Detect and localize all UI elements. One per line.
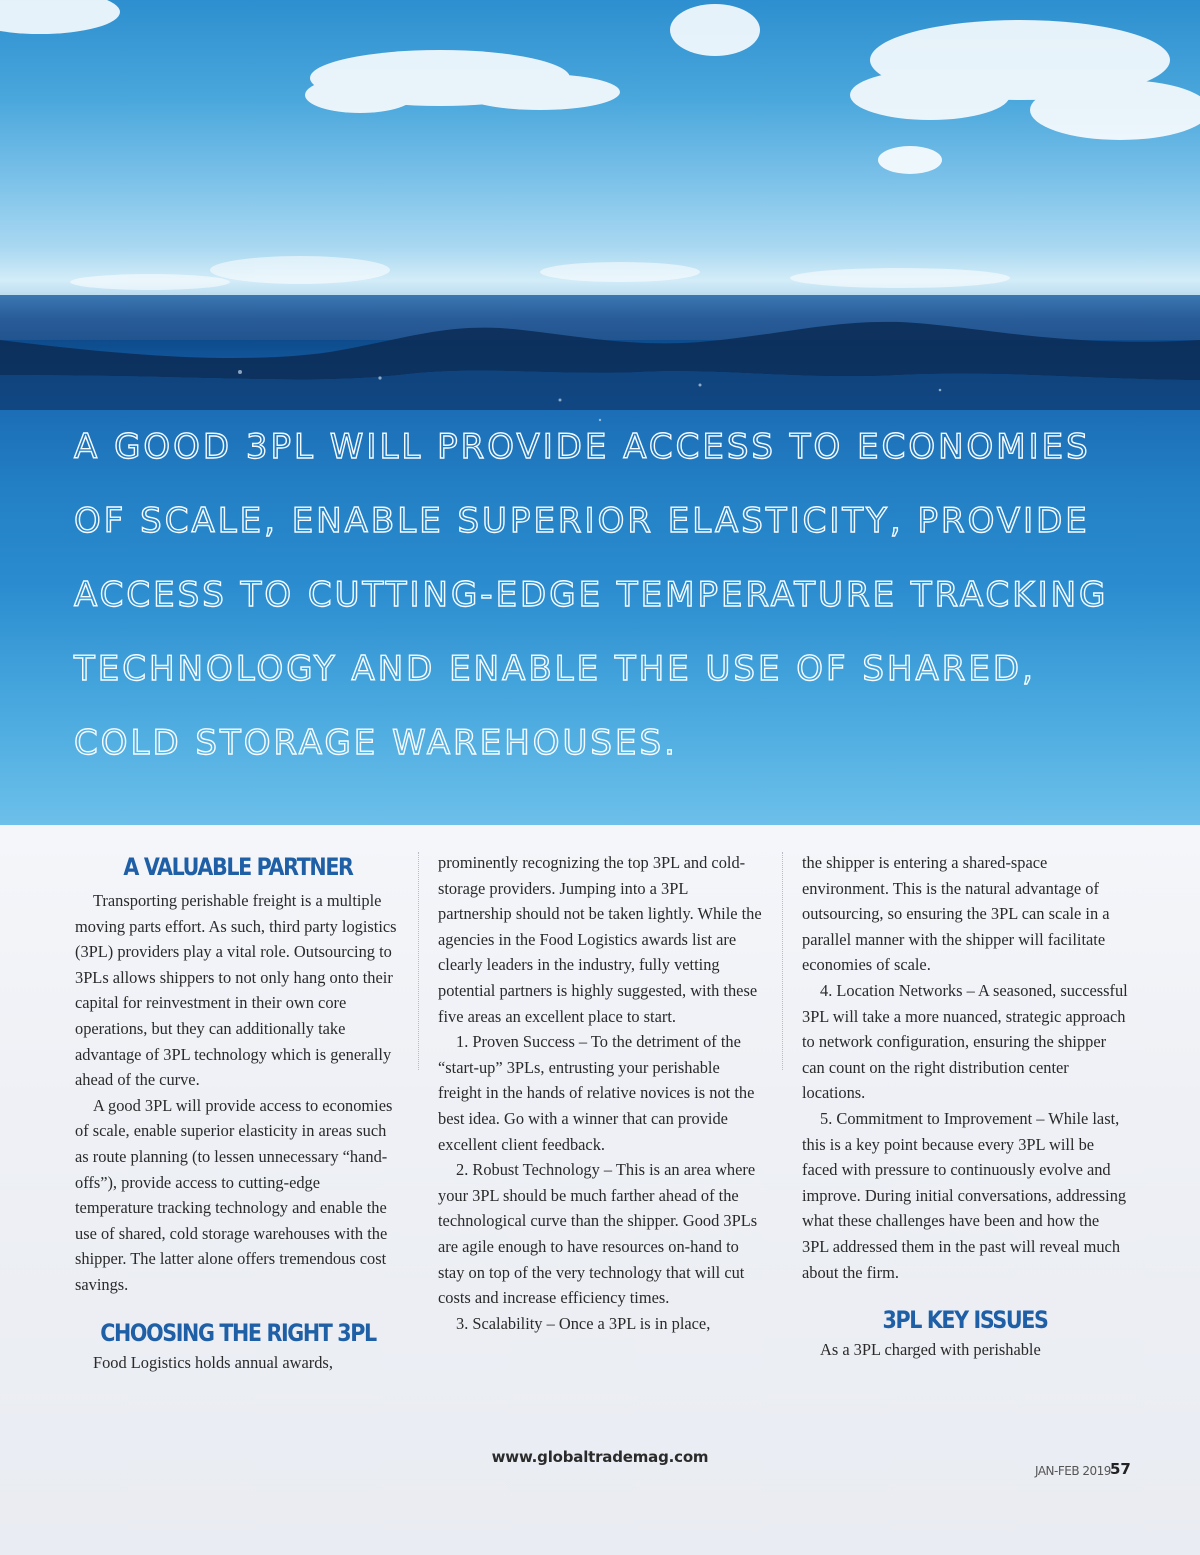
column-divider: [782, 852, 783, 1070]
list-item: 3. Scalability – Once a 3PL is in place,: [456, 1313, 711, 1333]
list-item: 5. Commitment to Improvement – While last, this is a key point because every 3PL will be faced with pressure to continuously evolve and improve. During initial conversations, addressing what these challenges have been and how the 3PL addressed them in the past will reveal much about the firm.: [802, 1108, 1127, 1282]
footer-page-number: 57: [1110, 1460, 1131, 1478]
list-item: 2. Robust Technology – This is an area where your 3PL should be much farther ahead of the technological curve than the shipper. Good 3PLs are agile enough to have resources on-hand to stay on top of the very technology that will cut costs and increase efficiency times.: [438, 1160, 758, 1308]
column-left: [75, 850, 401, 1375]
section-heading: A VALUABLE PARTNER: [123, 853, 353, 881]
list-item: 4. Location Networks – A seasoned, successful 3PL will take a more nuanced, strategic approach to network configuration, ensuring the shipper can count on the right distribution center locations.: [802, 980, 1128, 1103]
sky-clouds: [0, 0, 1200, 300]
column-divider: [418, 852, 419, 1070]
paragraph: As a 3PL charged with perishable: [820, 1340, 1041, 1360]
column-middle: [438, 850, 764, 1336]
section-heading: 3PL KEY ISSUES: [882, 1306, 1048, 1335]
footer-issue-date: JAN-FEB 2019: [1035, 1464, 1111, 1478]
paragraph: A good 3PL will provide access to economies of scale, enable superior elasticity in areas such as route planning (to lessen unnecessary “hand-offs”), provide access to cutting-edge temperature tracking technology and enable the use of shared, cold storage warehouses with the shipper. The latter alone offers tremendous cost savings.: [75, 1095, 393, 1294]
pull-quote: A GOOD 3PL WILL PROVIDE ACCESS TO ECONOMIES OF SCALE, ENABLE SUPERIOR ELASTICITY, PROVIDE ACCESS TO CUTTING-EDGE TEMPERATURE TRACKING TECHNOLOGY AND ENABLE THE USE OF SHARED, COLD STORAGE WAREHOUSES.: [74, 427, 1109, 763]
paragraph: Food Logistics holds annual awards,: [93, 1352, 333, 1372]
paragraph: prominently recognizing the top 3PL and cold-storage providers. Jumping into a 3PL partnership should not be taken lightly. While the agencies in the Food Logistics awards list are clearly leaders in the industry, fully vetting potential partners is highly suggested, with these five areas an excellent place to start.: [438, 853, 762, 1026]
paragraph: the shipper is entering a shared-space environment. This is the natural advantage of outsourcing, so ensuring the 3PL can scale in a parallel manner with the shipper will facilitate economies of scale.: [802, 853, 1110, 975]
footer-website-url: www.globaltrademag.com: [491, 1448, 709, 1466]
list-item: 1. Proven Success – To the detriment of the “start-up” 3PLs, entrusting your perishable freight in the hands of relative novices is not the best idea. Go with a winner that can provide excellent client feedback.: [438, 1032, 755, 1154]
paragraph: Transporting perishable freight is a multiple moving parts effort. As such, third party logistics (3PL) providers play a vital role. Outsourcing to 3PLs allows shippers to not only hang onto their capital for reinvestment in their own core operations, but they can additionally take advantage of 3PL technology which is generally ahead of the curve.: [75, 891, 397, 1090]
section-heading: CHOOSING THE RIGHT 3PL: [100, 1318, 376, 1347]
column-right: [802, 850, 1128, 1363]
